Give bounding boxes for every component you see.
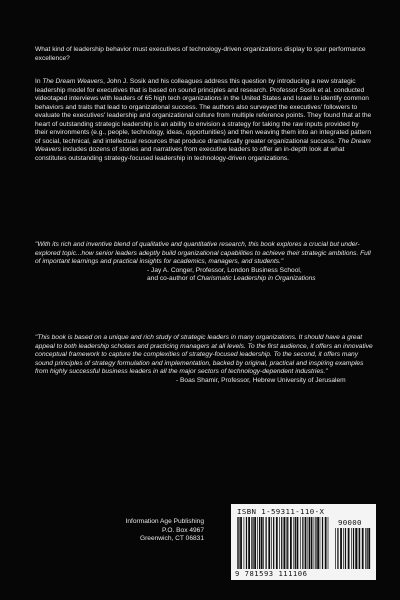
book-title-ref-2: The Dream Weavers: [35, 137, 371, 154]
barcode-bar: [300, 517, 301, 569]
barcode-bar: [355, 528, 357, 569]
barcode-bar: [293, 517, 294, 569]
attribution-book-title: Charismatic Leadership in Organizations: [196, 275, 316, 283]
barcode-bar: [322, 517, 323, 569]
barcode-bar: [237, 517, 238, 569]
endorsement-attribution: - Jay A. Conger, Professor, London Business School,: [147, 266, 302, 274]
body-text-2: , John J. Sosik and his colleagues address this question by introducing a new strategic leadership model for executives that is based on sound principles and research. Professor Sosik et al. conducted videotaped interviews with leaders of 65 high tech organizations in the United States and Israel to identify common behaviors and traits that lead to organizational success. The authors also surveyed the executives' followers to evaluate the executives' leadership and organizational culture from multiple reference points. They found that at the heart of outstanding strategic leadership is an ability to envision a strategy for taking the raw inputs provided by their environments (e.g., people, technology, ideas, opportunities) and then weaving them into an integrated pattern of social, technical, and intellectual resources that produce dramatically greater organizational success.: [35, 78, 372, 145]
barcode-bar: [337, 528, 338, 569]
barcode-bar: [240, 517, 242, 569]
description-paragraph: [35, 78, 373, 163]
endorsement-conger: [35, 241, 373, 284]
barcode-bar: [246, 517, 247, 569]
endorsement-shamir: [35, 334, 373, 385]
intro-question: [35, 46, 373, 63]
barcode-bar: [281, 517, 282, 569]
barcode-bar: [302, 517, 303, 569]
barcode-bar: [362, 528, 364, 569]
barcode-bar: [254, 517, 256, 569]
endorsement-attribution: - Boas Shamir, Professor, Hebrew University of Jerusalem: [176, 376, 346, 384]
barcode-bar: [353, 528, 354, 569]
barcode-bar: [351, 528, 352, 569]
barcode-bar: [286, 517, 287, 569]
barcode-bar: [328, 517, 329, 569]
intro-text: What kind of leadership behavior must executives of technology-driven organizations display to spur performance excellence?: [35, 46, 366, 62]
publisher-address-line2: Greenwich, CT 06831: [139, 535, 204, 542]
barcode-bar: [276, 517, 278, 569]
barcode-bar: [311, 517, 313, 569]
body-text-3: includes dozens of stories and narratives from executive leaders to offer an in-depth look at what constitutes outstanding strategy-focused leadership in technology-driven organizations.: [35, 146, 345, 162]
barcode-bar: [244, 517, 245, 569]
barcode-bar: [259, 517, 260, 569]
isbn-number: ISBN 1-59311-110-X: [237, 507, 325, 516]
barcode-bar: [368, 528, 370, 569]
barcode-bar: [365, 528, 366, 569]
publisher-info: [84, 518, 204, 544]
barcode-bar: [295, 517, 296, 569]
barcode-bar: [308, 517, 309, 569]
endorsement-attribution-extra: [35, 275, 373, 284]
barcode-bar: [271, 517, 272, 569]
addon-barcode-bars: [335, 528, 371, 569]
ean-barcode-bars: [237, 517, 331, 569]
barcode-bar: [273, 517, 274, 569]
barcode-bar: [309, 517, 310, 569]
barcode-bar: [305, 517, 307, 569]
barcode-bar: [268, 517, 270, 569]
barcode-bar: [238, 517, 239, 569]
barcode-bar: [358, 528, 359, 569]
price-addon-number: 90000: [338, 518, 362, 527]
barcode-bar: [335, 528, 336, 569]
endorsement-quote: "With its rich and inventive blend of qualitative and quantitative research, this book explores a crucial but under-explored topic...how senior leaders adeptly build organizational capabilities to achieve their strategic ambitions. Full of important learnings and practical insights for academics, managers, and students.": [35, 241, 371, 266]
barcode-bar: [317, 517, 319, 569]
barcode-bar: [320, 517, 321, 569]
barcode-bar: [251, 517, 252, 569]
book-title-ref-1: The Dream Weavers: [42, 78, 104, 85]
isbn-barcode: [231, 504, 376, 580]
attribution-prefix: and co-author of: [147, 275, 197, 283]
barcode-bar: [367, 528, 368, 569]
barcode-bar: [343, 528, 344, 569]
barcode-bar: [283, 517, 285, 569]
barcode-bar: [248, 517, 250, 569]
barcode-bar: [315, 517, 316, 569]
barcode-bar: [261, 517, 263, 569]
barcode-bar: [297, 517, 299, 569]
barcode-bar: [252, 517, 253, 569]
ean-number: 9 781593 111106: [235, 569, 308, 578]
barcode-bar: [348, 528, 350, 569]
endorsement-quote: "This book is based on a unique and rich study of strategic leaders in many organizations. It should have a great appeal to both leadership scholars and practicing managers at all levels. To the first audience, it offers an innovative conceptual framework to capture the complexities of strategy-focused leadership. To the second, it offers many sound principles of strategy formulation and implementation, backed by original, practical and inspiring examples from highly successful business leaders in all the major sectors of technology-dependent industries.": [35, 334, 373, 376]
barcode-bar: [340, 528, 342, 569]
barcode-bar: [287, 517, 288, 569]
barcode-bar: [279, 517, 280, 569]
body-text-1: In: [35, 78, 43, 85]
barcode-bar: [325, 517, 327, 569]
barcode-bar: [314, 517, 315, 569]
barcode-bar: [257, 517, 258, 569]
barcode-bar: [359, 528, 360, 569]
publisher-name: Information Age Publishing: [125, 518, 204, 525]
publisher-address-line1: P.O. Box 4967: [161, 526, 204, 534]
barcode-bar: [345, 528, 346, 569]
barcode-bar: [266, 517, 267, 569]
barcode-bar: [290, 517, 292, 569]
barcode-bar: [263, 517, 264, 569]
